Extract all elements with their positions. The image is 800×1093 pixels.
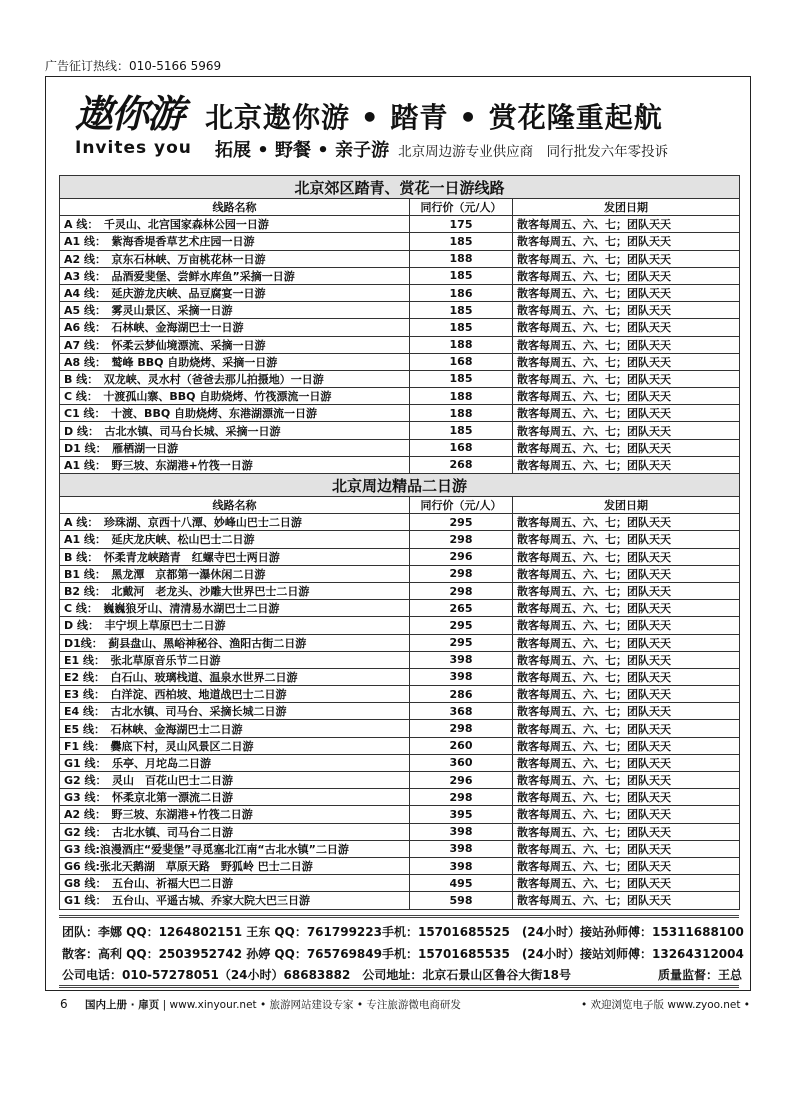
price: 260 xyxy=(410,737,513,754)
departure-header: 发团日期 xyxy=(513,497,740,514)
departure-schedule: 散客每周五、六、七；团队天天 xyxy=(513,823,740,840)
price: 495 xyxy=(410,875,513,892)
company-phone-address: 公司电话：010-57278051（24小时）68683882 公司地址：北京石景山区鲁谷大街18号 xyxy=(62,968,572,982)
table-row xyxy=(60,565,740,582)
departure-schedule: 散客每周五、六、七；团队天天 xyxy=(513,875,740,892)
table-row xyxy=(60,754,740,771)
table-row xyxy=(60,720,740,737)
page-footer xyxy=(60,997,750,1012)
table-row xyxy=(60,617,740,634)
price: 185 xyxy=(410,267,513,284)
price: 168 xyxy=(410,439,513,456)
route-name: E1 线： 张北草原音乐节二日游 xyxy=(60,651,410,668)
route-name: F1 线： 爨底下村，灵山风景区二日游 xyxy=(60,737,410,754)
table-row xyxy=(60,823,740,840)
company-info xyxy=(62,966,742,983)
route-name: D 线： 古北水镇、司马台长城、采摘一日游 xyxy=(60,422,410,439)
price: 188 xyxy=(410,250,513,267)
section-title-row xyxy=(60,474,740,497)
logo-english: Invites you xyxy=(75,138,192,158)
route-name: B 线： 怀柔青龙峡踏青 红螺寺巴士两日游 xyxy=(60,548,410,565)
price: 398 xyxy=(410,840,513,857)
table-row xyxy=(60,456,740,473)
table-row xyxy=(60,319,740,336)
route-name: B 线： 双龙峡、灵水村（爸爸去那儿拍摄地）一日游 xyxy=(60,370,410,387)
route-name: A4 线： 延庆游龙庆峡、品豆腐宴一日游 xyxy=(60,284,410,301)
departure-schedule: 散客每周五、六、七；团队天天 xyxy=(513,319,740,336)
route-name: G1 线： 五台山、平遥古城、乔家大院大巴三日游 xyxy=(60,892,410,909)
divider-bottom xyxy=(59,985,739,988)
route-name: E3 线： 白洋淀、西柏坡、地道战巴士二日游 xyxy=(60,686,410,703)
departure-schedule: 散客每周五、六、七；团队天天 xyxy=(513,353,740,370)
section-title: 北京郊区踏青、赏花一日游线路 xyxy=(60,176,740,199)
price: 188 xyxy=(410,336,513,353)
route-name: A2 线： 野三坡、东湖港+竹筏二日游 xyxy=(60,806,410,823)
price: 296 xyxy=(410,772,513,789)
table-row xyxy=(60,600,740,617)
table-row xyxy=(60,284,740,301)
route-name: B2 线： 北戴河 老龙头、沙雕大世界巴士二日游 xyxy=(60,582,410,599)
departure-schedule: 散客每周五、六、七；团队天天 xyxy=(513,267,740,284)
route-name-header: 线路名称 xyxy=(60,199,410,216)
departure-schedule: 散客每周五、六、七；团队天天 xyxy=(513,617,740,634)
price: 185 xyxy=(410,319,513,336)
table-row xyxy=(60,388,740,405)
price: 186 xyxy=(410,284,513,301)
route-name: A1 线： 野三坡、东湖港+竹筏一日游 xyxy=(60,456,410,473)
ad-hotline: 广告征订热线：010-5166 5969 xyxy=(45,59,222,73)
route-name: A3 线： 品酒爱斐堡、尝鲜水库鱼”采摘一日游 xyxy=(60,267,410,284)
departure-schedule: 散客每周五、六、七；团队天天 xyxy=(513,892,740,909)
logo-chinese: 遨你游 xyxy=(75,91,184,136)
page-number: 6 xyxy=(60,997,68,1011)
route-name: C 线： 巍巍狼牙山、清清易水湖巴士二日游 xyxy=(60,600,410,617)
price: 398 xyxy=(410,651,513,668)
table-row xyxy=(60,405,740,422)
departure-header: 发团日期 xyxy=(513,199,740,216)
table-row xyxy=(60,336,740,353)
departure-schedule: 散客每周五、六、七；团队天天 xyxy=(513,634,740,651)
price: 185 xyxy=(410,302,513,319)
price: 185 xyxy=(410,233,513,250)
route-name: A2 线： 京东石林峡、万亩桃花林一日游 xyxy=(60,250,410,267)
departure-schedule: 散客每周五、六、七；团队天天 xyxy=(513,250,740,267)
team-contact: 团队：李娜 QQ：1264802151 王东 QQ：761799223手机：15701685525 (24小时）接站孙师傅：15311688100 xyxy=(62,925,744,939)
table-row xyxy=(60,216,740,233)
table-row xyxy=(60,892,740,909)
route-name: A8 线： 鹫峰 BBQ 自助烧烤、采摘一日游 xyxy=(60,353,410,370)
footer-section: 国内上册 · 扉页 xyxy=(84,999,160,1011)
table-row xyxy=(60,875,740,892)
table-row xyxy=(60,840,740,857)
departure-schedule: 散客每周五、六、七；团队天天 xyxy=(513,439,740,456)
price: 168 xyxy=(410,353,513,370)
route-name: D1 线： 雁栖湖一日游 xyxy=(60,439,410,456)
section-title-row xyxy=(60,176,740,199)
departure-schedule: 散客每周五、六、七；团队天天 xyxy=(513,806,740,823)
footer-website: | www.xinyour.net • 旅游网站建设专家 • 专注旅游微电商研发 xyxy=(162,999,461,1011)
route-name: E2 线： 白石山、玻璃栈道、温泉水世界二日游 xyxy=(60,668,410,685)
route-name: D 线： 丰宁坝上草原巴士二日游 xyxy=(60,617,410,634)
departure-schedule: 散客每周五、六、七；团队天天 xyxy=(513,737,740,754)
departure-schedule: 散客每周五、六、七；团队天天 xyxy=(513,703,740,720)
price-header: 同行价（元/人） xyxy=(410,497,513,514)
divider-top xyxy=(59,915,739,918)
route-name: A1 线： 紫海香堤香草艺术庄园一日游 xyxy=(60,233,410,250)
price: 175 xyxy=(410,216,513,233)
route-name: E5 线： 石林峡、金海湖巴士二日游 xyxy=(60,720,410,737)
departure-schedule: 散客每周五、六、七；团队天天 xyxy=(513,651,740,668)
table-row xyxy=(60,582,740,599)
departure-schedule: 散客每周五、六、七；团队天天 xyxy=(513,565,740,582)
subheadline-activities: 拓展 • 野餐 • 亲子游 xyxy=(215,140,390,161)
brand-logo xyxy=(75,92,200,167)
price: 368 xyxy=(410,703,513,720)
route-name: A5 线： 雾灵山景区、采摘一日游 xyxy=(60,302,410,319)
header-row xyxy=(60,199,740,216)
table-row xyxy=(60,353,740,370)
price: 298 xyxy=(410,565,513,582)
departure-schedule: 散客每周五、六、七；团队天天 xyxy=(513,284,740,301)
price: 188 xyxy=(410,405,513,422)
table-row xyxy=(60,548,740,565)
route-name: G1 线： 乐亭、月坨岛二日游 xyxy=(60,754,410,771)
subheadline xyxy=(215,136,668,162)
price: 398 xyxy=(410,823,513,840)
route-name: C1 线： 十渡、BBQ 自助烧烤、东港湖漂流一日游 xyxy=(60,405,410,422)
departure-schedule: 散客每周五、六、七；团队天天 xyxy=(513,582,740,599)
route-name-header: 线路名称 xyxy=(60,497,410,514)
departure-schedule: 散客每周五、六、七；团队天天 xyxy=(513,531,740,548)
price: 295 xyxy=(410,634,513,651)
price: 295 xyxy=(410,514,513,531)
table-row xyxy=(60,651,740,668)
route-name: G2 线： 灵山 百花山巴士二日游 xyxy=(60,772,410,789)
table-row xyxy=(60,250,740,267)
departure-schedule: 散客每周五、六、七；团队天天 xyxy=(513,422,740,439)
routes-table xyxy=(59,175,740,910)
table-row xyxy=(60,772,740,789)
route-name: A 线： 珍珠湖、京西十八潭、妙峰山巴士二日游 xyxy=(60,514,410,531)
departure-schedule: 散客每周五、六、七；团队天天 xyxy=(513,600,740,617)
departure-schedule: 散客每周五、六、七；团队天天 xyxy=(513,668,740,685)
table-row xyxy=(60,857,740,874)
price: 398 xyxy=(410,857,513,874)
route-name: E4 线： 古北水镇、司马台、采摘长城二日游 xyxy=(60,703,410,720)
table-row xyxy=(60,686,740,703)
route-name: G6 线:张北天鹅湖 草原天路 野狐岭 巴士二日游 xyxy=(60,857,410,874)
route-name: A7 线： 怀柔云梦仙境漂流、采摘一日游 xyxy=(60,336,410,353)
route-name: A1 线： 延庆龙庆峡、松山巴士二日游 xyxy=(60,531,410,548)
departure-schedule: 散客每周五、六、七；团队天天 xyxy=(513,857,740,874)
price: 295 xyxy=(410,617,513,634)
departure-schedule: 散客每周五、六、七；团队天天 xyxy=(513,754,740,771)
table-row xyxy=(60,302,740,319)
price-header: 同行价（元/人） xyxy=(410,199,513,216)
route-name: G3 线:浪漫酒庄“爱斐堡”寻觅塞北江南“古北水镇”二日游 xyxy=(60,840,410,857)
table-row xyxy=(60,634,740,651)
table-row xyxy=(60,737,740,754)
departure-schedule: 散客每周五、六、七；团队天天 xyxy=(513,388,740,405)
price: 185 xyxy=(410,422,513,439)
departure-schedule: 散客每周五、六、七；团队天天 xyxy=(513,720,740,737)
route-name: C 线： 十渡孤山寨、BBQ 自助烧烤、竹筏漂流一日游 xyxy=(60,388,410,405)
price: 298 xyxy=(410,720,513,737)
price: 188 xyxy=(410,388,513,405)
price: 398 xyxy=(410,668,513,685)
departure-schedule: 散客每周五、六、七；团队天天 xyxy=(513,514,740,531)
table-row xyxy=(60,422,740,439)
departure-schedule: 散客每周五、六、七；团队天天 xyxy=(513,548,740,565)
route-name: A6 线： 石林峡、金海湖巴士一日游 xyxy=(60,319,410,336)
table-row xyxy=(60,267,740,284)
price: 598 xyxy=(410,892,513,909)
route-name: D1线： 蓟县盘山、黑峪神秘谷、渔阳古街二日游 xyxy=(60,634,410,651)
table-row xyxy=(60,668,740,685)
footer-ebook: • 欢迎浏览电子版 www.zyoo.net • xyxy=(581,999,750,1011)
route-name: B1 线： 黑龙潭 京都第一瀑休闲二日游 xyxy=(60,565,410,582)
price: 185 xyxy=(410,370,513,387)
price: 265 xyxy=(410,600,513,617)
route-name: G3 线： 怀柔京北第一漂流二日游 xyxy=(60,789,410,806)
table-row xyxy=(60,514,740,531)
headline: 北京遨你游 • 踏青 • 赏花隆重起航 xyxy=(205,101,663,134)
header-row xyxy=(60,497,740,514)
departure-schedule: 散客每周五、六、七；团队天天 xyxy=(513,772,740,789)
table-row xyxy=(60,439,740,456)
price: 298 xyxy=(410,582,513,599)
table-row xyxy=(60,806,740,823)
price: 298 xyxy=(410,789,513,806)
individual-contact: 散客：高利 QQ：2503952742 孙婷 QQ：765769849手机：15701685535 (24小时）接站刘师傅：13264312004 xyxy=(62,947,744,961)
departure-schedule: 散客每周五、六、七；团队天天 xyxy=(513,302,740,319)
departure-schedule: 散客每周五、六、七；团队天天 xyxy=(513,216,740,233)
departure-schedule: 散客每周五、六、七；团队天天 xyxy=(513,456,740,473)
price: 268 xyxy=(410,456,513,473)
departure-schedule: 散客每周五、六、七；团队天天 xyxy=(513,789,740,806)
price: 395 xyxy=(410,806,513,823)
departure-schedule: 散客每周五、六、七；团队天天 xyxy=(513,233,740,250)
route-name: G2 线： 古北水镇、司马台二日游 xyxy=(60,823,410,840)
subheadline-tagline: 北京周边游专业供应商 同行批发六年零投诉 xyxy=(398,144,669,160)
table-row xyxy=(60,370,740,387)
departure-schedule: 散客每周五、六、七；团队天天 xyxy=(513,840,740,857)
table-row xyxy=(60,703,740,720)
quality-supervisor: 质量监督：王总 xyxy=(657,968,742,982)
price: 360 xyxy=(410,754,513,771)
table-row xyxy=(60,233,740,250)
departure-schedule: 散客每周五、六、七；团队天天 xyxy=(513,405,740,422)
table-row xyxy=(60,789,740,806)
section-title: 北京周边精品二日游 xyxy=(60,474,740,497)
departure-schedule: 散客每周五、六、七；团队天天 xyxy=(513,686,740,703)
route-name: G8 线： 五台山、祈福大巴二日游 xyxy=(60,875,410,892)
route-name: A 线： 千灵山、北宫国家森林公园一日游 xyxy=(60,216,410,233)
price: 296 xyxy=(410,548,513,565)
table-row xyxy=(60,531,740,548)
price: 286 xyxy=(410,686,513,703)
price: 298 xyxy=(410,531,513,548)
departure-schedule: 散客每周五、六、七；团队天天 xyxy=(513,370,740,387)
departure-schedule: 散客每周五、六、七；团队天天 xyxy=(513,336,740,353)
